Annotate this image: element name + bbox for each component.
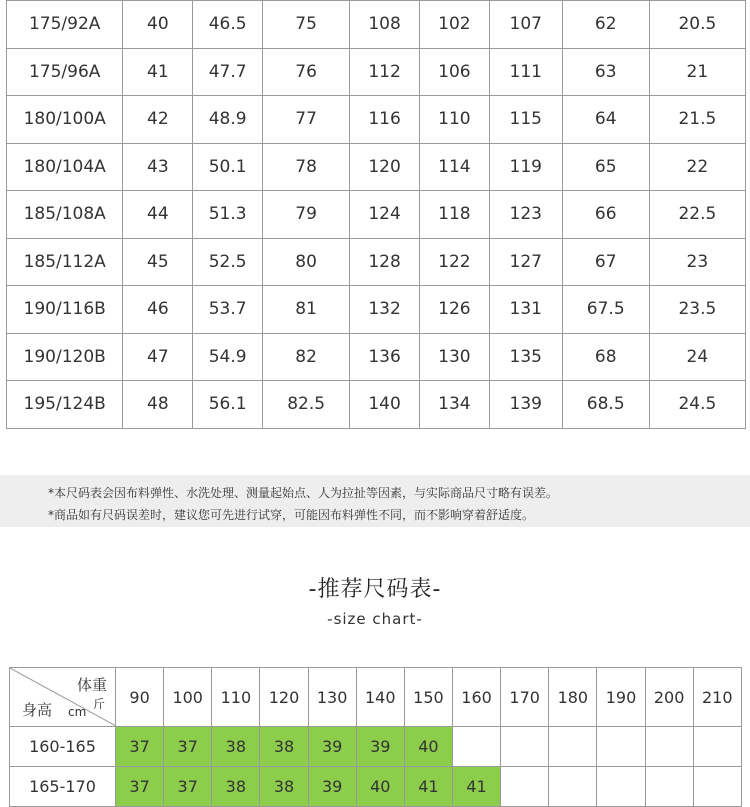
measurement-cell: 56.1	[193, 381, 263, 429]
measurement-cell: 68	[562, 333, 649, 381]
measurement-cell: 111	[489, 48, 562, 96]
note-line-1: *本尺码表会因布料弹性、水洗处理、测量起始点、人为拉扯等因素，与实际商品尺寸略有误差。	[48, 486, 559, 500]
weight-header-cell: 90	[116, 668, 164, 727]
size-cell: 175/92A	[7, 1, 123, 49]
note-line-2: *商品如有尺码误差时，建议您可先进行试穿，可能因布料弹性不同，而不影响穿着舒适度。	[48, 508, 535, 522]
measurement-cell: 122	[419, 238, 489, 286]
measurement-cell: 54.9	[193, 333, 263, 381]
measurement-cell: 110	[419, 96, 489, 144]
size-cell: 195/124B	[7, 381, 123, 429]
measurement-cell: 106	[419, 48, 489, 96]
recommended-size-cell	[693, 767, 741, 807]
weight-header-cell: 190	[597, 668, 645, 727]
recommended-size-cell: 38	[260, 727, 308, 767]
table-row	[7, 333, 746, 381]
measurement-cell: 44	[123, 191, 193, 239]
measurement-cell: 78	[263, 143, 350, 191]
measurement-cell: 132	[350, 286, 420, 334]
weight-unit: 斤	[92, 697, 105, 711]
table-row	[7, 96, 746, 144]
measurement-cell: 47	[123, 333, 193, 381]
weight-header-cell: 210	[693, 668, 741, 727]
measurement-cell: 23	[649, 238, 745, 286]
measurement-cell: 51.3	[193, 191, 263, 239]
recommend-size-table	[9, 667, 742, 807]
recommended-size-cell: 39	[308, 767, 356, 807]
weight-header-cell: 170	[501, 668, 549, 727]
measurement-cell: 48	[123, 381, 193, 429]
measurement-cell: 112	[350, 48, 420, 96]
measurement-cell: 52.5	[193, 238, 263, 286]
table-row	[10, 727, 742, 767]
recommended-size-cell: 38	[212, 767, 260, 807]
weight-header-cell: 180	[549, 668, 597, 727]
recommended-size-cell	[597, 727, 645, 767]
measurement-cell: 64	[562, 96, 649, 144]
size-measurement-table	[6, 0, 746, 429]
size-cell: 190/120B	[7, 333, 123, 381]
measurement-cell: 20.5	[649, 1, 745, 49]
recommended-size-cell: 37	[116, 727, 164, 767]
weight-header-row	[10, 668, 742, 727]
measurement-cell: 42	[123, 96, 193, 144]
height-range-cell: 165-170	[10, 767, 116, 807]
weight-header-cell: 160	[452, 668, 500, 727]
size-table-body	[7, 1, 746, 429]
measurement-cell: 124	[350, 191, 420, 239]
measurement-cell: 76	[263, 48, 350, 96]
weight-label: 体重	[76, 676, 107, 694]
measurement-cell: 114	[419, 143, 489, 191]
measurement-cell: 22	[649, 143, 745, 191]
measurement-cell: 46	[123, 286, 193, 334]
measurement-cell: 126	[419, 286, 489, 334]
measurement-cell: 24.5	[649, 381, 745, 429]
measurement-cell: 41	[123, 48, 193, 96]
table-row	[7, 143, 746, 191]
measurement-cell: 79	[263, 191, 350, 239]
measurement-cell: 24	[649, 333, 745, 381]
recommended-size-cell: 38	[212, 727, 260, 767]
measurement-cell: 140	[350, 381, 420, 429]
measurement-cell: 120	[350, 143, 420, 191]
size-cell: 180/104A	[7, 143, 123, 191]
weight-header-cell: 200	[645, 668, 693, 727]
measurement-cell: 68.5	[562, 381, 649, 429]
measurement-cell: 82.5	[263, 381, 350, 429]
recommended-size-cell: 41	[404, 767, 452, 807]
measurement-cell: 81	[263, 286, 350, 334]
measurement-cell: 135	[489, 333, 562, 381]
measurement-cell: 50.1	[193, 143, 263, 191]
recommended-size-cell: 38	[260, 767, 308, 807]
measurement-cell: 108	[350, 1, 420, 49]
size-notes	[0, 475, 750, 527]
recommend-subtitle: -size chart-	[327, 610, 423, 628]
measurement-cell: 66	[562, 191, 649, 239]
size-cell: 185/112A	[7, 238, 123, 286]
weight-header-cell: 120	[260, 668, 308, 727]
recommended-size-cell	[501, 767, 549, 807]
measurement-cell: 115	[489, 96, 562, 144]
measurement-cell: 123	[489, 191, 562, 239]
measurement-cell: 127	[489, 238, 562, 286]
recommended-size-cell	[549, 727, 597, 767]
weight-header-cell: 110	[212, 668, 260, 727]
measurement-cell: 22.5	[649, 191, 745, 239]
table-row	[10, 767, 742, 807]
weight-header-cell: 140	[356, 668, 404, 727]
measurement-cell: 67	[562, 238, 649, 286]
recommended-size-cell: 37	[164, 767, 212, 807]
recommended-size-cell	[549, 767, 597, 807]
table-row	[7, 286, 746, 334]
measurement-cell: 139	[489, 381, 562, 429]
table-row	[7, 48, 746, 96]
recommended-size-cell: 39	[308, 727, 356, 767]
size-cell: 175/96A	[7, 48, 123, 96]
measurement-cell: 23.5	[649, 286, 745, 334]
measurement-cell: 77	[263, 96, 350, 144]
measurement-cell: 47.7	[193, 48, 263, 96]
measurement-cell: 75	[263, 1, 350, 49]
recommended-size-cell: 40	[404, 727, 452, 767]
measurement-cell: 65	[562, 143, 649, 191]
recommended-size-cell	[645, 727, 693, 767]
recommended-size-cell	[645, 767, 693, 807]
recommended-size-cell	[452, 727, 500, 767]
table-row	[7, 1, 746, 49]
recommended-size-cell: 40	[356, 767, 404, 807]
measurement-cell: 136	[350, 333, 420, 381]
recommended-size-cell: 41	[452, 767, 500, 807]
measurement-cell: 107	[489, 1, 562, 49]
height-unit: cm	[68, 705, 87, 719]
measurement-cell: 102	[419, 1, 489, 49]
recommended-size-cell: 37	[164, 727, 212, 767]
measurement-cell: 43	[123, 143, 193, 191]
size-cell: 180/100A	[7, 96, 123, 144]
measurement-cell: 63	[562, 48, 649, 96]
measurement-cell: 46.5	[193, 1, 263, 49]
size-cell: 190/116B	[7, 286, 123, 334]
measurement-cell: 67.5	[562, 286, 649, 334]
measurement-cell: 119	[489, 143, 562, 191]
measurement-cell: 134	[419, 381, 489, 429]
measurement-cell: 131	[489, 286, 562, 334]
recommended-size-cell	[693, 727, 741, 767]
table-row	[7, 191, 746, 239]
recommended-size-cell: 37	[116, 767, 164, 807]
measurement-cell: 21.5	[649, 96, 745, 144]
measurement-cell: 116	[350, 96, 420, 144]
measurement-cell: 118	[419, 191, 489, 239]
measurement-cell: 62	[562, 1, 649, 49]
measurement-cell: 48.9	[193, 96, 263, 144]
weight-header-cell: 100	[164, 668, 212, 727]
measurement-cell: 130	[419, 333, 489, 381]
measurement-cell: 21	[649, 48, 745, 96]
height-label: 身高	[22, 701, 53, 719]
table-row	[7, 238, 746, 286]
corner-header-cell	[10, 668, 116, 727]
table-row	[7, 381, 746, 429]
recommended-size-cell	[501, 727, 549, 767]
measurement-cell: 128	[350, 238, 420, 286]
measurement-cell: 53.7	[193, 286, 263, 334]
measurement-cell: 45	[123, 238, 193, 286]
size-cell: 185/108A	[7, 191, 123, 239]
weight-header-cell: 150	[404, 668, 452, 727]
recommended-size-cell	[597, 767, 645, 807]
measurement-cell: 40	[123, 1, 193, 49]
recommend-title: -推荐尺码表-	[308, 577, 442, 602]
measurement-cell: 82	[263, 333, 350, 381]
measurement-cell: 80	[263, 238, 350, 286]
recommended-size-cell: 39	[356, 727, 404, 767]
height-range-cell: 160-165	[10, 727, 116, 767]
weight-header-cell: 130	[308, 668, 356, 727]
